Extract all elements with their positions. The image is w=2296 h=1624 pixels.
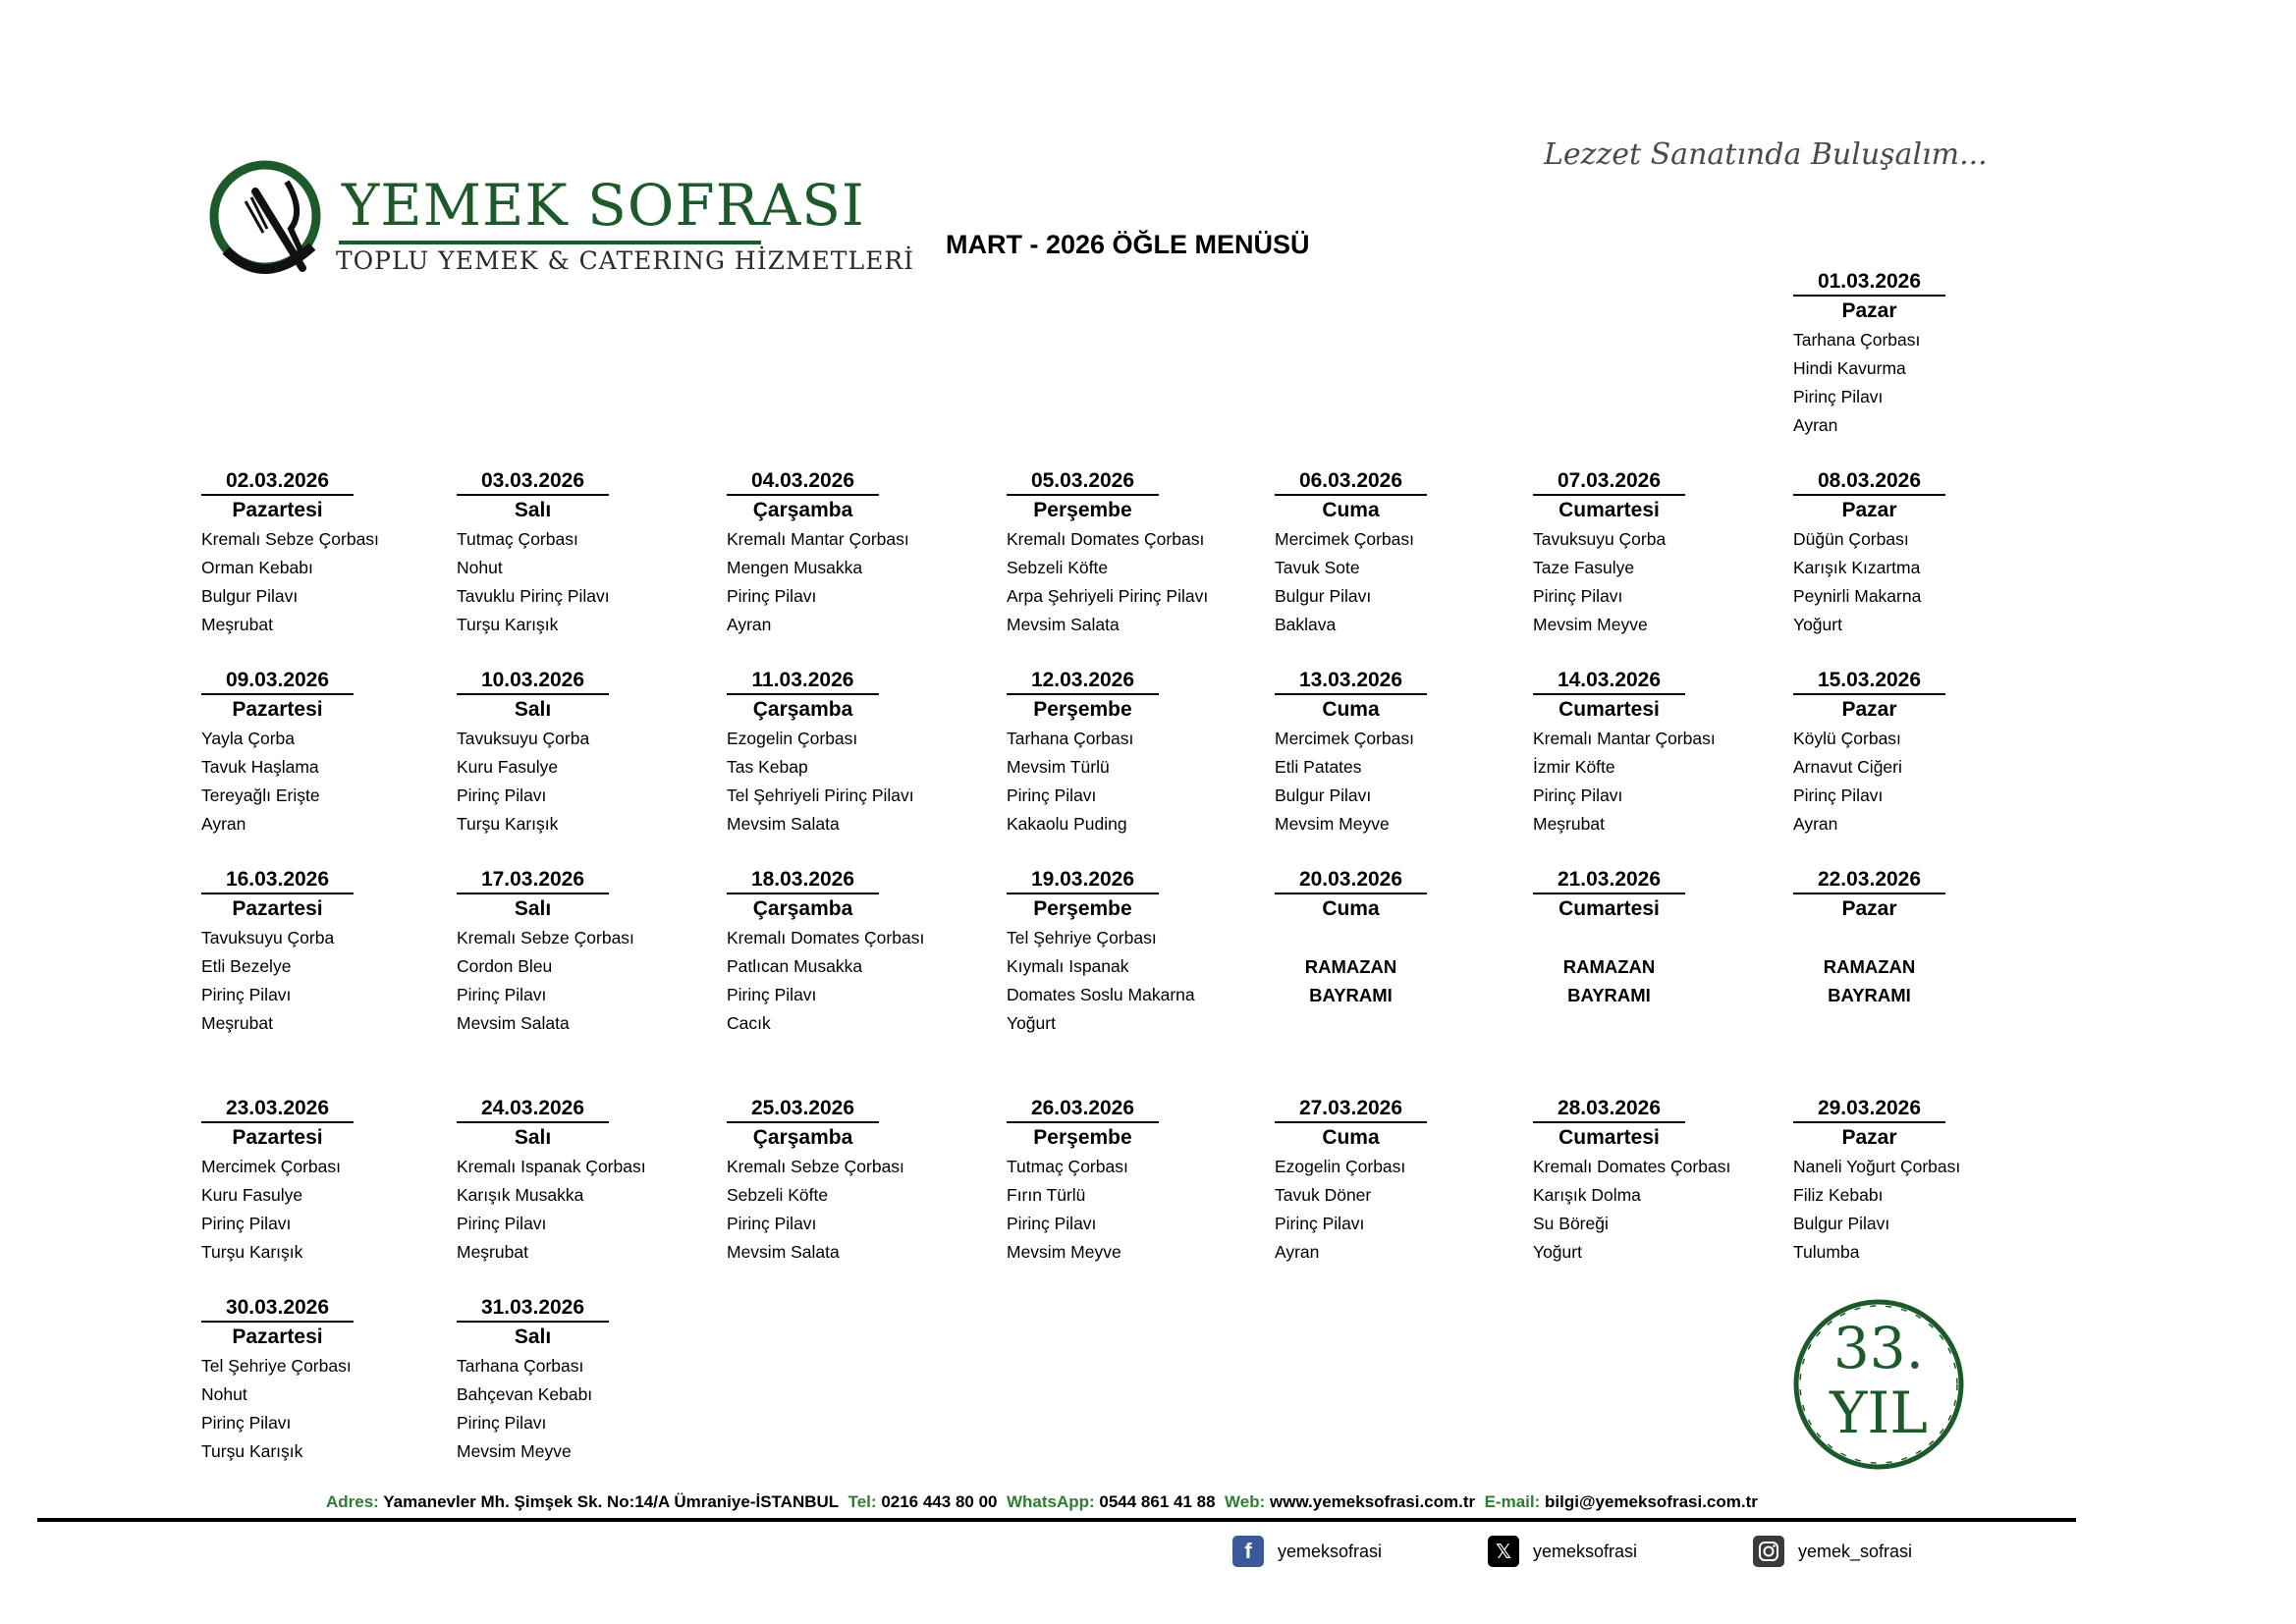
- menu-item: Su Böreği: [1533, 1214, 1609, 1233]
- menu-item: Bulgur Pilavı: [1793, 1214, 1890, 1233]
- menu-item: İzmir Köfte: [1533, 757, 1615, 777]
- menu-item: Mevsim Meyve: [457, 1441, 572, 1461]
- menu-item: Pirinç Pilavı: [457, 985, 547, 1004]
- day-date: 11.03.2026: [727, 667, 879, 695]
- day-block: [1793, 866, 2039, 1009]
- day-block: [201, 667, 447, 839]
- day-block: [1275, 866, 1520, 1009]
- menu-item: Tarhana Çorbası: [1007, 729, 1134, 748]
- day-date: 17.03.2026: [457, 866, 609, 894]
- day-name: Pazar: [1841, 897, 1897, 920]
- menu-item: Ayran: [201, 814, 246, 834]
- logo-emblem-icon: [206, 152, 334, 280]
- day-name: Pazartesi: [232, 698, 323, 721]
- menu-item: Pirinç Pilavı: [1533, 586, 1623, 606]
- menu-item: Sebzeli Köfte: [727, 1185, 829, 1205]
- menu-item: Pirinç Pilavı: [201, 985, 292, 1004]
- contact-line: [326, 1492, 1758, 1512]
- holiday-text: RAMAZAN: [1823, 956, 1916, 977]
- holiday-text: RAMAZAN: [1304, 956, 1397, 977]
- badge-label: YIL: [1830, 1380, 1928, 1446]
- day-name: Pazar: [1841, 499, 1897, 521]
- menu-item: Tavuksuyu Çorba: [1533, 529, 1667, 549]
- menu-item: Cacık: [727, 1013, 771, 1033]
- day-block: [1793, 1095, 2039, 1267]
- day-name: Pazartesi: [232, 1326, 323, 1348]
- day-date: 19.03.2026: [1007, 866, 1159, 894]
- menu-item: Mevsim Meyve: [1533, 615, 1648, 634]
- facebook-icon: f: [1232, 1536, 1264, 1567]
- day-block: [457, 467, 702, 639]
- web-label: Web:: [1225, 1492, 1266, 1511]
- x-handle: yemeksofrasi: [1533, 1541, 1638, 1561]
- day-date: 24.03.2026: [457, 1095, 609, 1123]
- menu-list: [1007, 924, 1252, 1038]
- day-name: Cuma: [1322, 499, 1380, 521]
- day-date: 07.03.2026: [1533, 467, 1685, 496]
- anniversary-badge: [1782, 1291, 1979, 1478]
- day-block: [1533, 1095, 1778, 1267]
- day-name: Perşembe: [1033, 698, 1132, 721]
- day-date: 29.03.2026: [1793, 1095, 1945, 1123]
- day-name: Cumartesi: [1558, 897, 1660, 920]
- day-name: Cumartesi: [1558, 1126, 1660, 1149]
- day-name: Salı: [514, 499, 552, 521]
- day-date: 13.03.2026: [1275, 667, 1427, 695]
- whatsapp-value[interactable]: 0544 861 41 88: [1099, 1492, 1216, 1511]
- day-name: Pazar: [1841, 698, 1897, 721]
- menu-item: Bulgur Pilavı: [1275, 785, 1372, 805]
- menu-item: Mevsim Türlü: [1007, 757, 1110, 777]
- menu-item: Kremalı Sebze Çorbası: [727, 1157, 904, 1176]
- menu-item: Domates Soslu Makarna: [1007, 985, 1195, 1004]
- page-title: MART - 2026 ÖĞLE MENÜSÜ: [946, 230, 1310, 259]
- menu-item: Arnavut Ciğeri: [1793, 757, 1902, 777]
- menu-list: [1793, 525, 2039, 639]
- day-block: [457, 667, 702, 839]
- menu-list: [201, 525, 447, 639]
- day-block: [727, 1095, 972, 1267]
- instagram-icon: [1753, 1536, 1784, 1567]
- menu-list: [457, 1153, 702, 1267]
- holiday-note: [1533, 952, 1685, 1009]
- day-name: Pazartesi: [232, 897, 323, 920]
- menu-item: Tavuk Döner: [1275, 1185, 1372, 1205]
- social-instagram[interactable]: [1753, 1535, 1912, 1568]
- menu-item: Pirinç Pilavı: [727, 985, 817, 1004]
- menu-item: Tas Kebap: [727, 757, 808, 777]
- menu-item: Tavuksuyu Çorba: [457, 729, 590, 748]
- menu-item: Arpa Şehriyeli Pirinç Pilavı: [1007, 586, 1209, 606]
- email-link[interactable]: bilgi@yemeksofrasi.com.tr: [1545, 1492, 1758, 1511]
- company-logo: [206, 152, 915, 290]
- day-name: Çarşamba: [752, 698, 853, 721]
- menu-item: Karışık Kızartma: [1793, 558, 1921, 577]
- menu-item: Ezogelin Çorbası: [1275, 1157, 1406, 1176]
- menu-item: Ayran: [727, 615, 772, 634]
- menu-item: Ayran: [1793, 814, 1838, 834]
- day-date: 02.03.2026: [201, 467, 354, 496]
- menu-list: [201, 924, 447, 1038]
- menu-item: Kıymalı Ispanak: [1007, 956, 1129, 976]
- menu-item: Bulgur Pilavı: [201, 586, 299, 606]
- brand-subtitle: TOPLU YEMEK & CATERING HİZMETLERİ: [336, 246, 915, 275]
- day-block: [1007, 866, 1252, 1038]
- holiday-text: RAMAZAN: [1562, 956, 1656, 977]
- menu-item: Kremalı Sebze Çorbası: [457, 928, 634, 947]
- menu-list: [1275, 525, 1520, 639]
- day-date: 28.03.2026: [1533, 1095, 1685, 1123]
- day-date: 04.03.2026: [727, 467, 879, 496]
- menu-item: Meşrubat: [201, 615, 273, 634]
- brand-name: YEMEK SOFRASI: [342, 172, 865, 239]
- day-date: 06.03.2026: [1275, 467, 1427, 496]
- brand-divider: [339, 241, 761, 244]
- menu-item: Kremalı Mantar Çorbası: [727, 529, 909, 549]
- footer-divider: [37, 1518, 2076, 1522]
- menu-item: Sebzeli Köfte: [1007, 558, 1109, 577]
- day-block: [201, 467, 447, 639]
- menu-list: [1533, 725, 1778, 839]
- menu-item: Turşu Karışık: [201, 1441, 303, 1461]
- menu-list: [1275, 725, 1520, 839]
- menu-item: Patlıcan Musakka: [727, 956, 863, 976]
- menu-list: [1793, 326, 2039, 440]
- social-x[interactable]: [1488, 1535, 1637, 1568]
- menu-list: [1793, 725, 2039, 839]
- menu-item: Etli Patates: [1275, 757, 1362, 777]
- menu-item: Pirinç Pilavı: [1007, 785, 1097, 805]
- menu-item: Pirinç Pilavı: [457, 1413, 547, 1433]
- menu-item: Turşu Karışık: [201, 1242, 303, 1262]
- menu-item: Cordon Bleu: [457, 956, 553, 976]
- menu-item: Bulgur Pilavı: [1275, 586, 1372, 606]
- menu-item: Pirinç Pilavı: [457, 785, 547, 805]
- instagram-handle: yemek_sofrasi: [1798, 1541, 1913, 1561]
- menu-item: Kakaolu Puding: [1007, 814, 1127, 834]
- menu-item: Baklava: [1275, 615, 1337, 634]
- menu-item: Meşrubat: [1533, 814, 1605, 834]
- menu-item: Tavuksuyu Çorba: [201, 928, 335, 947]
- day-date: 22.03.2026: [1793, 866, 1945, 894]
- day-date: 03.03.2026: [457, 467, 609, 496]
- day-name: Cumartesi: [1558, 499, 1660, 521]
- menu-item: Tereyağlı Erişte: [201, 785, 320, 805]
- day-date: 25.03.2026: [727, 1095, 879, 1123]
- day-date: 14.03.2026: [1533, 667, 1685, 695]
- holiday-note: [1793, 952, 1945, 1009]
- menu-item: Tel Şehriyeli Pirinç Pilavı: [727, 785, 914, 805]
- menu-list: [201, 1153, 447, 1267]
- day-block: [201, 1095, 447, 1267]
- badge-number: 33.: [1832, 1315, 1925, 1381]
- day-date: 20.03.2026: [1275, 866, 1427, 894]
- day-name: Çarşamba: [752, 1126, 853, 1149]
- day-block: [1007, 667, 1252, 839]
- menu-item: Meşrubat: [457, 1242, 528, 1262]
- day-block: [1275, 1095, 1520, 1267]
- menu-item: Karışık Dolma: [1533, 1185, 1641, 1205]
- day-date: 27.03.2026: [1275, 1095, 1427, 1123]
- menu-item: Tel Şehriye Çorbası: [1007, 928, 1157, 947]
- day-name: Cumartesi: [1558, 698, 1660, 721]
- menu-item: Tutmaç Çorbası: [1007, 1157, 1128, 1176]
- facebook-handle: yemeksofrasi: [1278, 1541, 1383, 1561]
- menu-list: [1007, 725, 1252, 839]
- menu-list: [201, 1352, 447, 1466]
- day-name: Salı: [514, 698, 552, 721]
- menu-item: Peynirli Makarna: [1793, 586, 1922, 606]
- menu-item: Pirinç Pilavı: [1007, 1214, 1097, 1233]
- day-date: 08.03.2026: [1793, 467, 1945, 496]
- menu-list: [457, 1352, 702, 1466]
- menu-item: Kremalı Ispanak Çorbası: [457, 1157, 646, 1176]
- menu-list: [727, 725, 972, 839]
- day-block: [457, 866, 702, 1038]
- menu-item: Mevsim Meyve: [1007, 1242, 1121, 1262]
- menu-list: [457, 924, 702, 1038]
- day-date: 16.03.2026: [201, 866, 354, 894]
- day-date: 18.03.2026: [727, 866, 879, 894]
- menu-item: Yoğurt: [1007, 1013, 1056, 1033]
- day-name: Pazartesi: [232, 499, 323, 521]
- menu-item: Tel Şehriye Çorbası: [201, 1356, 352, 1376]
- day-block: [727, 667, 972, 839]
- day-date: 23.03.2026: [201, 1095, 354, 1123]
- holiday-text: BAYRAMI: [1828, 985, 1911, 1005]
- menu-item: Kremalı Sebze Çorbası: [201, 529, 379, 549]
- menu-item: Kremalı Mantar Çorbası: [1533, 729, 1716, 748]
- menu-list: [1007, 525, 1252, 639]
- day-name: Pazartesi: [232, 1126, 323, 1149]
- menu-item: Tavuk Sote: [1275, 558, 1360, 577]
- menu-item: Bahçevan Kebabı: [457, 1384, 593, 1404]
- menu-list: [457, 525, 702, 639]
- day-date: 15.03.2026: [1793, 667, 1945, 695]
- day-name: Perşembe: [1033, 1126, 1132, 1149]
- menu-item: Karışık Musakka: [457, 1185, 584, 1205]
- day-block: [1533, 667, 1778, 839]
- menu-item: Kremalı Domates Çorbası: [727, 928, 925, 947]
- holiday-text: BAYRAMI: [1567, 985, 1651, 1005]
- email-label: E-mail:: [1484, 1492, 1541, 1511]
- menu-item: Tavuk Haşlama: [201, 757, 319, 777]
- menu-item: Meşrubat: [201, 1013, 273, 1033]
- tel-value[interactable]: 0216 443 80 00: [881, 1492, 998, 1511]
- day-date: 05.03.2026: [1007, 467, 1159, 496]
- menu-item: Nohut: [201, 1384, 247, 1404]
- menu-item: Tavuklu Pirinç Pilavı: [457, 586, 610, 606]
- menu-list: [1793, 1153, 2039, 1267]
- menu-item: Kuru Fasulye: [201, 1185, 303, 1205]
- day-name: Cuma: [1322, 1126, 1380, 1149]
- menu-item: Pirinç Pilavı: [201, 1413, 292, 1433]
- menu-list: [1007, 1153, 1252, 1267]
- menu-item: Turşu Karışık: [457, 814, 559, 834]
- day-block: [727, 866, 972, 1038]
- day-block: [1007, 467, 1252, 639]
- menu-list: [727, 1153, 972, 1267]
- menu-item: Pirinç Pilavı: [727, 586, 817, 606]
- menu-item: Turşu Karışık: [457, 615, 559, 634]
- day-block: [1533, 467, 1778, 639]
- day-name: Çarşamba: [752, 897, 853, 920]
- menu-item: Etli Bezelye: [201, 956, 292, 976]
- day-date: 09.03.2026: [201, 667, 354, 695]
- menu-item: Mengen Musakka: [727, 558, 863, 577]
- day-date: 21.03.2026: [1533, 866, 1685, 894]
- day-block: [457, 1095, 702, 1267]
- menu-list: [1533, 525, 1778, 639]
- menu-item: Ayran: [1275, 1242, 1320, 1262]
- menu-item: Mevsim Salata: [457, 1013, 570, 1033]
- day-name: Cuma: [1322, 897, 1380, 920]
- menu-item: Kuru Fasulye: [457, 757, 559, 777]
- menu-list: [201, 725, 447, 839]
- menu-list: [727, 525, 972, 639]
- slogan: Lezzet Sanatında Buluşalım...: [1544, 137, 1988, 172]
- menu-item: Pirinç Pilavı: [1275, 1214, 1365, 1233]
- x-icon: 𝕏: [1488, 1536, 1519, 1567]
- menu-item: Yoğurt: [1793, 615, 1842, 634]
- day-block: [1275, 667, 1520, 839]
- menu-item: Hindi Kavurma: [1793, 358, 1906, 378]
- menu-item: Pirinç Pilavı: [1533, 785, 1623, 805]
- menu-item: Ezogelin Çorbası: [727, 729, 858, 748]
- menu-item: Pirinç Pilavı: [457, 1214, 547, 1233]
- menu-item: Mevsim Meyve: [1275, 814, 1390, 834]
- menu-item: Tarhana Çorbası: [1793, 330, 1921, 350]
- menu-item: Mevsim Salata: [727, 1242, 840, 1262]
- menu-item: Pirinç Pilavı: [201, 1214, 292, 1233]
- day-date: 31.03.2026: [457, 1294, 609, 1323]
- menu-item: Tulumba: [1793, 1242, 1860, 1262]
- menu-item: Naneli Yoğurt Çorbası: [1793, 1157, 1961, 1176]
- whatsapp-label: WhatsApp:: [1006, 1492, 1095, 1511]
- menu-item: Köylü Çorbası: [1793, 729, 1901, 748]
- day-block: [457, 1294, 702, 1466]
- day-block: [1533, 866, 1778, 1009]
- menu-item: Taze Fasulye: [1533, 558, 1635, 577]
- menu-item: Kremalı Domates Çorbası: [1533, 1157, 1731, 1176]
- day-block: [1007, 1095, 1252, 1267]
- day-block: [1793, 268, 2039, 440]
- menu-item: Düğün Çorbası: [1793, 529, 1909, 549]
- menu-list: [457, 725, 702, 839]
- menu-item: Mevsim Salata: [1007, 615, 1120, 634]
- day-block: [1275, 467, 1520, 639]
- menu-item: Fırın Türlü: [1007, 1185, 1086, 1205]
- day-name: Perşembe: [1033, 499, 1132, 521]
- holiday-note: [1275, 952, 1427, 1009]
- day-name: Salı: [514, 1326, 552, 1348]
- day-block: [727, 467, 972, 639]
- menu-item: Ayran: [1793, 415, 1838, 435]
- day-date: 30.03.2026: [201, 1294, 354, 1323]
- menu-item: Filiz Kebabı: [1793, 1185, 1884, 1205]
- menu-item: Yayla Çorba: [201, 729, 296, 748]
- web-link[interactable]: www.yemeksofrasi.com.tr: [1270, 1492, 1476, 1511]
- day-name: Salı: [514, 1126, 552, 1149]
- address-label: Adres:: [326, 1492, 379, 1511]
- tel-label: Tel:: [847, 1492, 877, 1511]
- menu-item: Mercimek Çorbası: [201, 1157, 341, 1176]
- day-date: 10.03.2026: [457, 667, 609, 695]
- menu-list: [727, 924, 972, 1038]
- menu-item: Nohut: [457, 558, 503, 577]
- day-block: [1793, 667, 2039, 839]
- day-block: [201, 866, 447, 1038]
- address-value: Yamanevler Mh. Şimşek Sk. No:14/A Ümraniye-İSTANBUL: [383, 1492, 840, 1511]
- menu-item: Orman Kebabı: [201, 558, 313, 577]
- day-name: Pazar: [1841, 1126, 1897, 1149]
- day-date: 12.03.2026: [1007, 667, 1159, 695]
- menu-item: Yoğurt: [1533, 1242, 1582, 1262]
- day-block: [201, 1294, 447, 1466]
- day-name: Salı: [514, 897, 552, 920]
- day-date: 26.03.2026: [1007, 1095, 1159, 1123]
- social-facebook[interactable]: [1232, 1535, 1382, 1568]
- day-block: [1793, 467, 2039, 639]
- menu-list: [1533, 1153, 1778, 1267]
- menu-item: Pirinç Pilavı: [1793, 387, 1884, 406]
- menu-item: Mercimek Çorbası: [1275, 729, 1414, 748]
- holiday-text: BAYRAMI: [1309, 985, 1393, 1005]
- menu-item: Kremalı Domates Çorbası: [1007, 529, 1205, 549]
- menu-item: Mevsim Salata: [727, 814, 840, 834]
- menu-item: Pirinç Pilavı: [727, 1214, 817, 1233]
- menu-list: [1275, 1153, 1520, 1267]
- menu-item: Mercimek Çorbası: [1275, 529, 1414, 549]
- menu-item: Tarhana Çorbası: [457, 1356, 584, 1376]
- menu-item: Pirinç Pilavı: [1793, 785, 1884, 805]
- day-name: Cuma: [1322, 698, 1380, 721]
- menu-item: Tutmaç Çorbası: [457, 529, 578, 549]
- day-name: Pazar: [1841, 299, 1897, 322]
- day-name: Perşembe: [1033, 897, 1132, 920]
- day-name: Çarşamba: [752, 499, 853, 521]
- day-date: 01.03.2026: [1793, 268, 1945, 297]
